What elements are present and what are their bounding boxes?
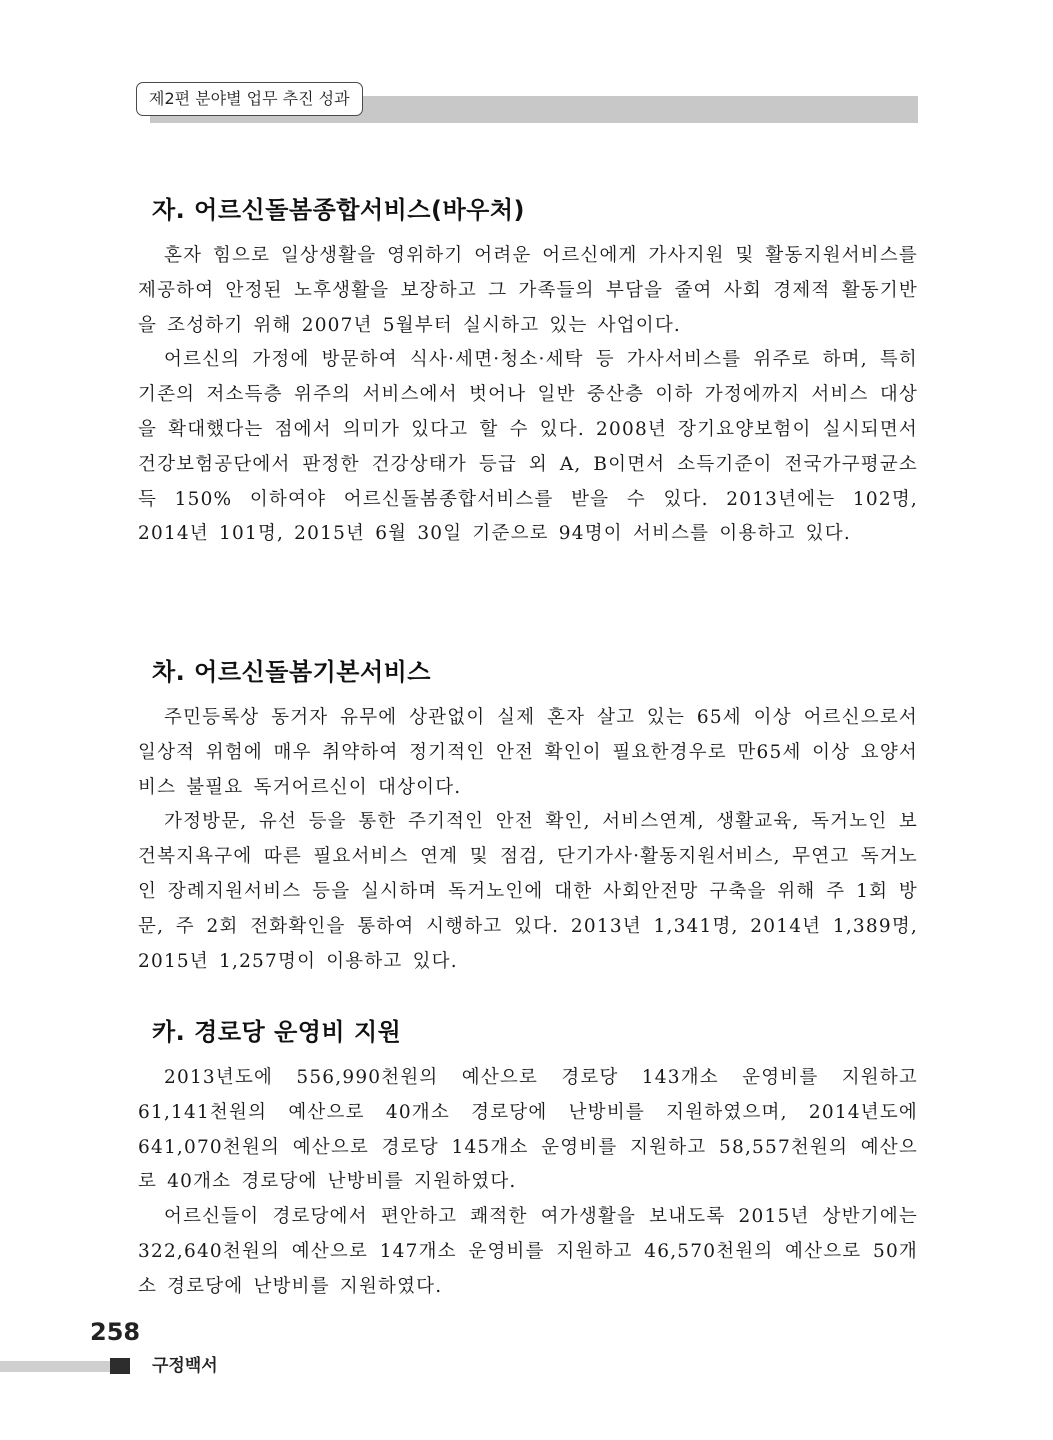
section-senior-center-support — [138, 1012, 918, 1305]
paragraph: 어르신의 가정에 방문하여 식사·세면·청소·세탁 등 가사서비스를 위주로 하며, 특히 기존의 저소득층 위주의 서비스에서 벗어나 일반 중산층 이하 가정에까지 서비스 대상을 확대했다는 점에서 의미가 있다고 할 수 있다. 2008년 장기요양보험이 실시되면서 건강보험공단에서 판정한 건강상태가 등급 외 A, B이면서 소득기준이 전국가구평균소득 150% 이하여야 어르신돌봄종합서비스를 받을 수 있다. 2013년에는 102명, 2014년 101명, 2015년 6월 30일 기준으로 94명이 서비스를 이용하고 있다. — [138, 349, 918, 545]
chapter-label: 제2편 분야별 업무 추진 성과 — [136, 82, 363, 116]
footer-rule — [0, 1361, 110, 1372]
book-title: 구정백서 — [152, 1356, 218, 1376]
paragraph: 주민등록상 동거자 유무에 상관없이 실제 혼자 살고 있는 65세 이상 어르신으로서 일상적 위험에 매우 취약하여 정기적인 안전 확인이 필요한경우로 만65세 이상 요양서비스 불필요 독거어르신이 대상이다. — [138, 707, 918, 798]
section-heading: 차. 어르신돌봄기본서비스 — [152, 658, 431, 686]
paragraph: 2013년도에 556,990천원의 예산으로 경로당 143개소 운영비를 지원하고 61,141천원의 예산으로 40개소 경로당에 난방비를 지원하였으며, 2014년도에 641,070천원의 예산으로 경로당 145개소 운영비를 지원하고 58,557천원의 예산으로 40개소 경로당에 난방비를 지원하였다. — [138, 1067, 918, 1193]
footer-marker — [110, 1358, 130, 1374]
paragraph: 혼자 힘으로 일상생활을 영위하기 어려운 어르신에게 가사지원 및 활동지원서비스를 제공하여 안정된 노후생활을 보장하고 그 가족들의 부담을 줄여 사회 경제적 활동기반을 조성하기 위해 2007년 5월부터 실시하고 있는 사업이다. — [138, 245, 918, 336]
page-number: 258 — [90, 1318, 141, 1346]
section-heading: 카. 경로당 운영비 지원 — [152, 1018, 402, 1046]
section-elderly-basic-care — [138, 652, 918, 979]
paragraph: 가정방문, 유선 등을 통한 주기적인 안전 확인, 서비스연계, 생활교육, 독거노인 보건복지욕구에 따른 필요서비스 연계 및 점검, 단기가사·활동지원서비스, 무연고 독거노인 장례지원서비스 등을 실시하며 독거노인에 대한 사회안전망 구축을 위해 주 1회 방문, 주 2회 전화확인을 통하여 시행하고 있다. 2013년 1,341명, 2014년 1,389명, 2015년 1,257명이 이용하고 있다. — [138, 811, 918, 972]
section-heading: 자. 어르신돌봄종합서비스(바우처) — [152, 196, 525, 224]
section-elderly-comprehensive-care — [138, 190, 918, 552]
paragraph: 어르신들이 경로당에서 편안하고 쾌적한 여가생활을 보내도록 2015년 상반기에는 322,640천원의 예산으로 147개소 운영비를 지원하고 46,570천원의 예산으로 50개소 경로당에 난방비를 지원하였다. — [138, 1206, 918, 1297]
